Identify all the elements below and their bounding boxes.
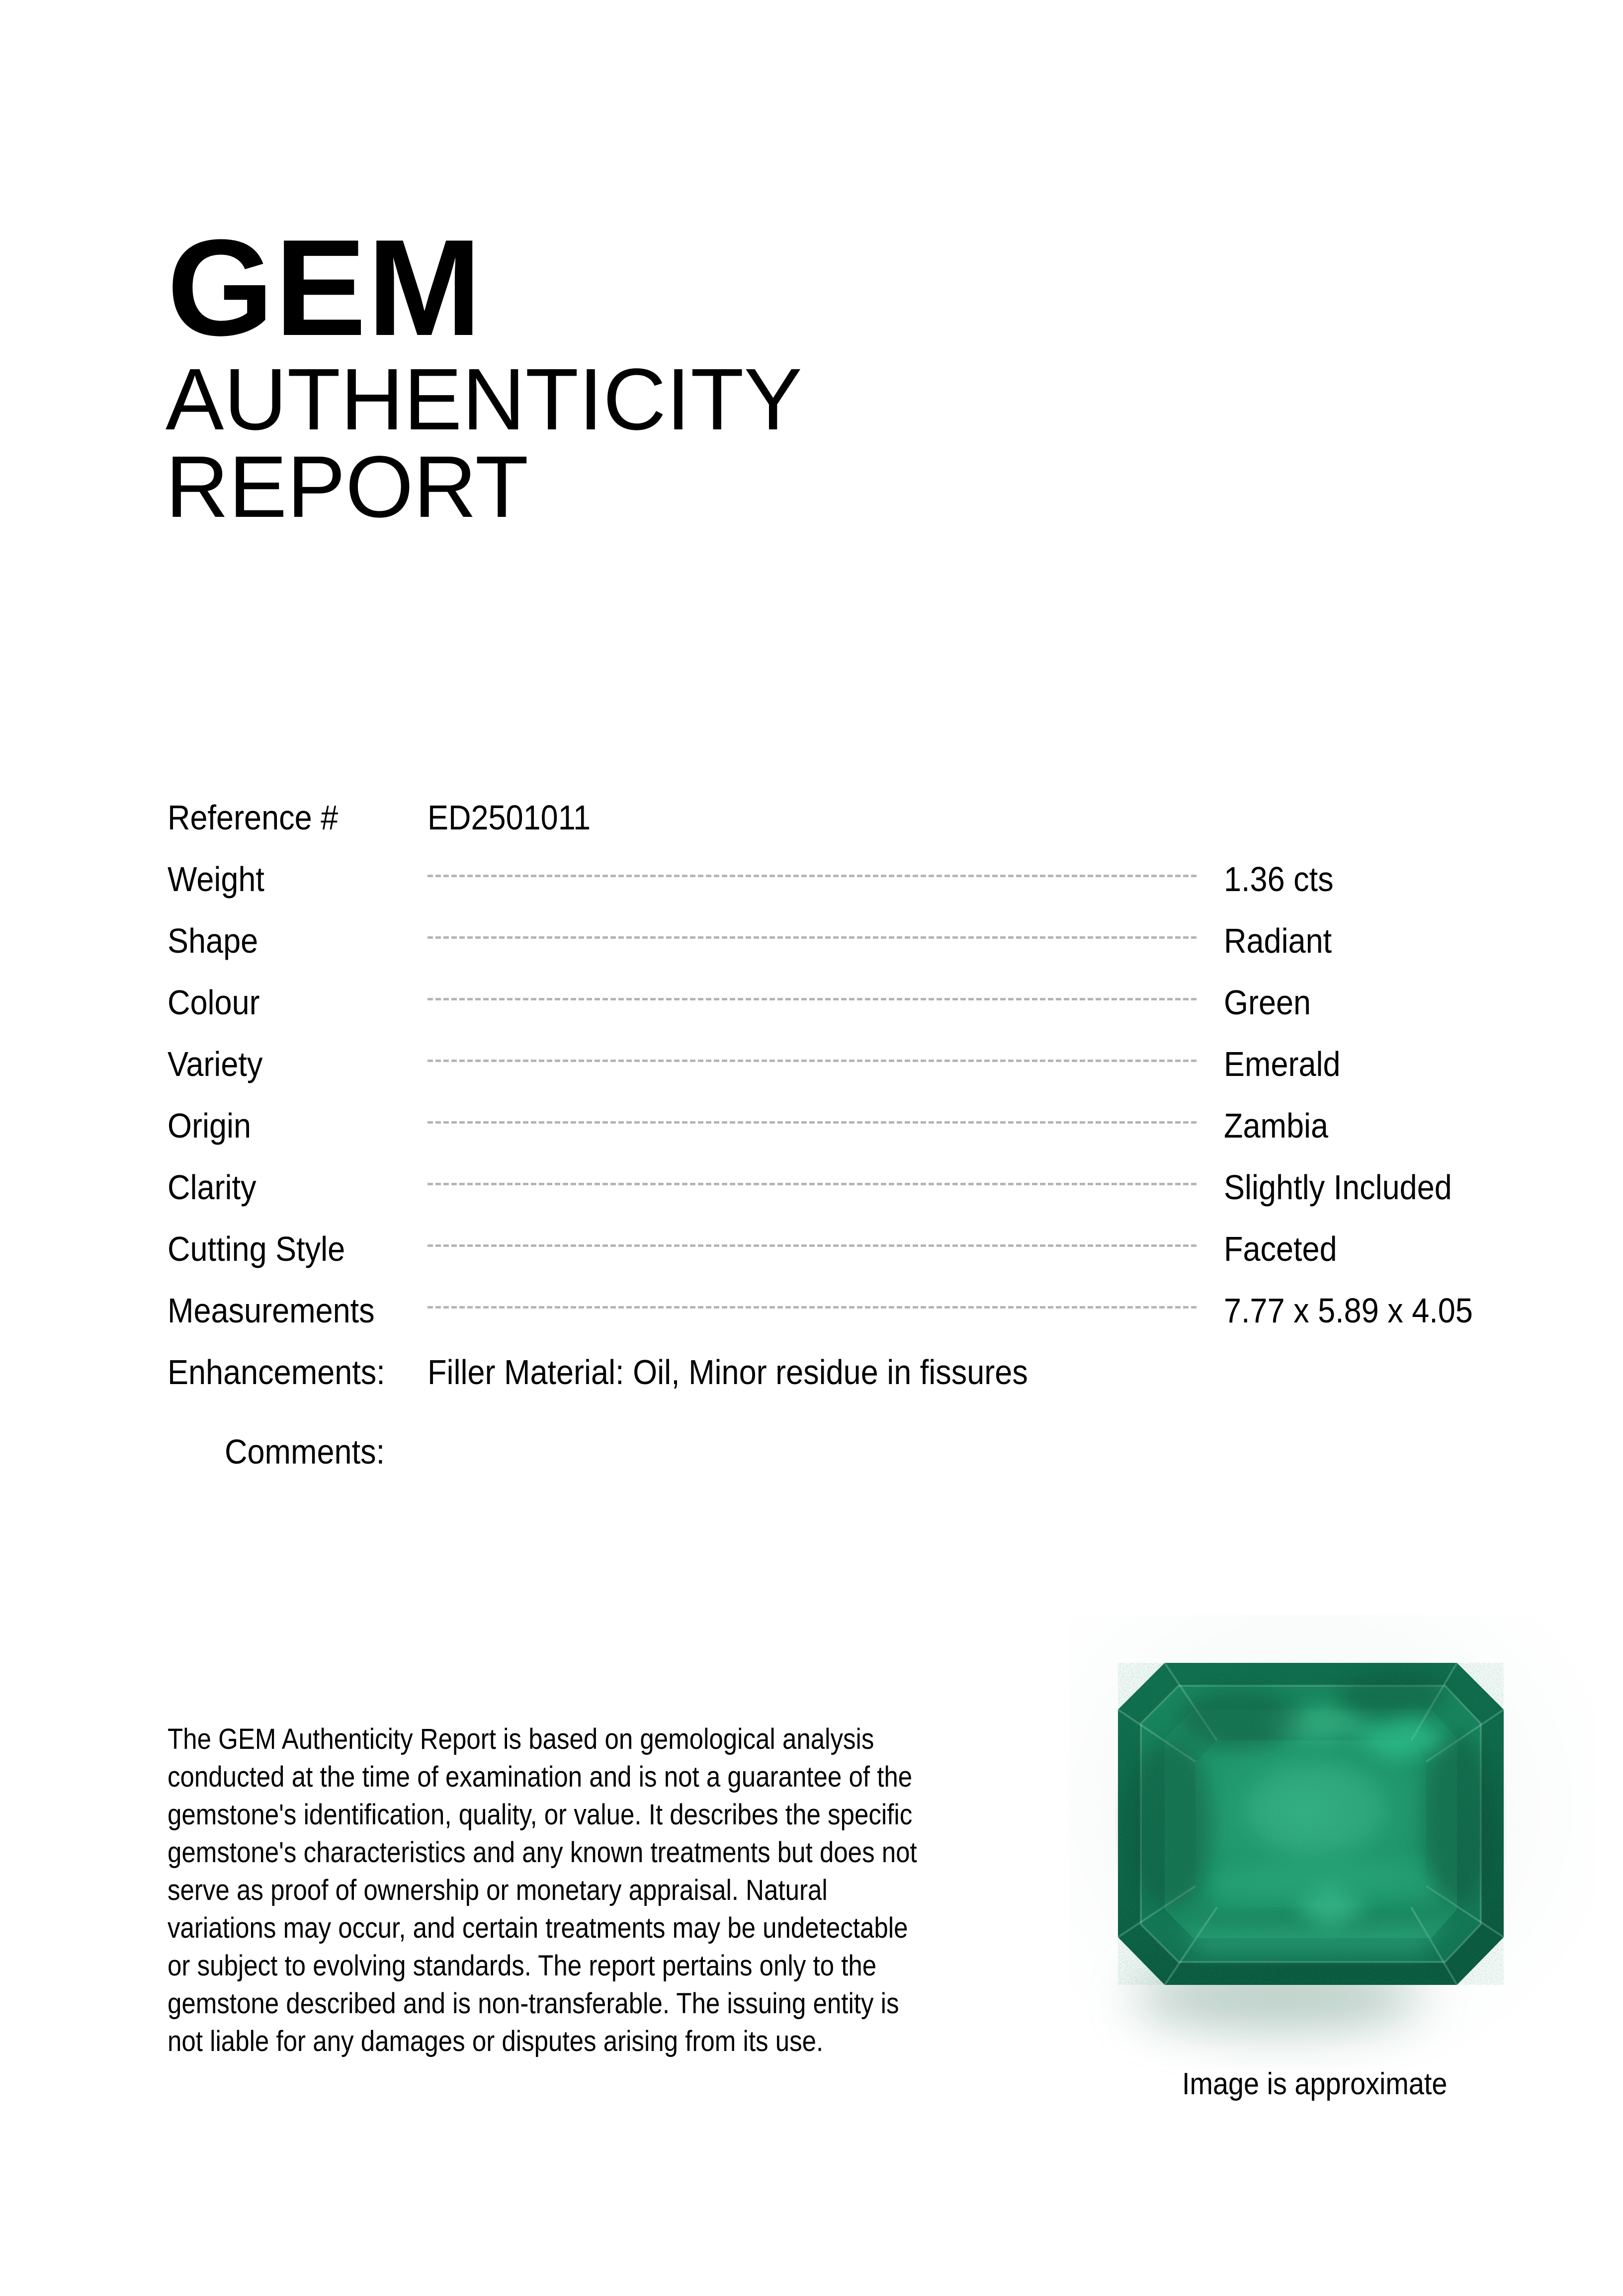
field-table [168,787,1473,1482]
dotted-leader [427,936,1197,939]
disclaimer-line: gemstone described and is non-transferable. The issuing entity is [168,1987,899,2020]
report-subtitle-line1: AUTHENTICITY [166,351,802,448]
field-label-variety: Variety [168,1045,263,1083]
field-label-shape: Shape [168,921,258,960]
disclaimer-line: or subject to evolving standards. The report pertains only to the [168,1950,877,1982]
field-label-weight: Weight [168,860,264,899]
disclaimer-line: gemstone's identification, quality, or value. It describes the specific [168,1799,913,1831]
field-label-reference: Reference # [168,798,339,837]
field-row-enhancements [168,1341,1440,1403]
dotted-leader [427,1306,1197,1309]
disclaimer-line: not liable for any damages or disputes arising from its use. [168,2025,824,2057]
field-value-weight: 1.36 cts [1224,860,1334,899]
field-label-enhancements: Enhancements: [168,1353,385,1392]
dotted-leader [427,998,1197,1000]
disclaimer-text [168,1721,917,2060]
field-value-variety: Emerald [1224,1045,1341,1083]
field-middle [427,940,1197,942]
field-row-measurements [168,1280,1473,1341]
dotted-leader [427,1060,1197,1062]
disclaimer-line: gemstone's characteristics and any known treatments but does not [168,1836,917,1869]
disclaimer-line: serve as proof of ownership or monetary appraisal. Natural [168,1874,828,1906]
dotted-leader [427,1121,1197,1124]
field-row-weight [168,848,1440,910]
field-value-colour: Green [1224,983,1311,1022]
field-label-clarity: Clarity [168,1168,256,1207]
field-row-origin [168,1095,1440,1156]
disclaimer-line: The GEM Authenticity Report is based on gemological analysis [168,1723,874,1755]
image-caption: Image is approximate [1182,2067,1448,2101]
field-middle [427,1352,1197,1392]
field-row-cutting-style [168,1218,1440,1280]
dotted-leader [427,1183,1197,1185]
disclaimer-line: variations may occur, and certain treatments may be undetectable [168,1912,908,1944]
field-middle [427,1186,1197,1189]
dotted-leader [427,1244,1197,1247]
field-value-reference: ED2501011 [427,798,591,837]
report-subtitle [166,351,802,536]
field-middle [427,1001,1197,1004]
field-middle [427,798,1197,837]
field-row-colour [168,972,1440,1033]
field-row-shape [168,910,1440,972]
field-row-variety [168,1033,1440,1095]
field-row-clarity [168,1156,1452,1218]
field-label-origin: Origin [168,1106,252,1145]
field-value-measurements: 7.77 x 5.89 x 4.05 [1224,1291,1473,1330]
field-value-enhancements: Filler Material: Oil, Minor residue in fissures [427,1353,1028,1392]
field-value-origin: Zambia [1224,1106,1329,1145]
field-value-cutting-style: Faceted [1224,1230,1337,1268]
field-label-measurements: Measurements [168,1291,375,1330]
field-middle [427,1310,1197,1312]
disclaimer-line: conducted at the time of examination and is not a guarantee of the [168,1761,913,1793]
gemstone-image [1115,1660,1507,1988]
report-subtitle-line2: REPORT [166,438,529,536]
report-title: GEM [167,211,483,364]
field-middle [427,878,1197,881]
field-middle [427,1125,1197,1127]
field-label-cutting-style: Cutting Style [168,1230,345,1268]
field-middle [427,1248,1197,1250]
field-row-comments [168,1421,1440,1482]
field-middle [427,1063,1197,1066]
field-label-comments: Comments: [225,1432,385,1471]
field-value-shape: Radiant [1224,921,1332,960]
field-label-colour: Colour [168,983,260,1022]
field-row-reference [168,787,1440,848]
field-value-clarity: Slightly Included [1224,1168,1452,1207]
dotted-leader [427,875,1197,877]
